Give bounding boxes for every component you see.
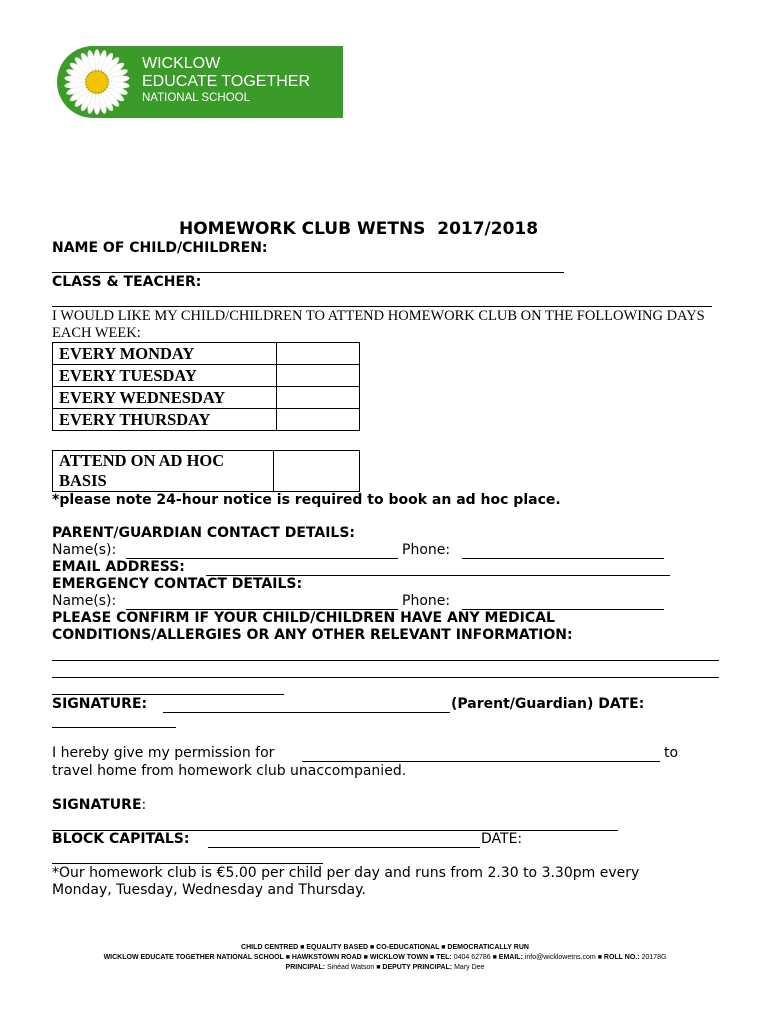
- class-teacher-label: CLASS & TEACHER:: [52, 274, 202, 290]
- medical-line-1: PLEASE CONFIRM IF YOUR CHILD/CHILDREN HAVE ANY MEDICAL: [52, 610, 555, 626]
- day-label: EVERY THURSDAY: [53, 409, 277, 431]
- day-label: EVERY TUESDAY: [53, 365, 277, 387]
- emergency-phone-label: Phone:: [402, 593, 451, 609]
- footer-email: info@wicklowetns.com: [524, 954, 596, 961]
- day-checkbox[interactable]: [277, 387, 360, 409]
- email-label: EMAIL ADDRESS:: [52, 559, 185, 575]
- day-row: [53, 409, 360, 431]
- parent-date-label: (Parent/Guardian) DATE:: [451, 696, 645, 712]
- signature2-label-wrap: [52, 797, 146, 813]
- phone-label: Phone:: [402, 542, 451, 558]
- permission-child-line[interactable]: [302, 761, 660, 762]
- day-row: [53, 387, 360, 409]
- footer-roll: 20178G: [641, 954, 667, 961]
- name-of-child-line[interactable]: [52, 272, 564, 273]
- medical-answer-line[interactable]: [52, 660, 719, 661]
- logo-line-3: NATIONAL SCHOOL: [142, 92, 250, 104]
- signature2-colon: :: [141, 797, 147, 813]
- day-row: [53, 365, 360, 387]
- phone-line[interactable]: [462, 558, 664, 559]
- footer-email-label: ■ EMAIL:: [492, 954, 523, 961]
- class-teacher-line[interactable]: [52, 306, 712, 307]
- school-logo: [57, 46, 343, 118]
- day-checkbox[interactable]: [277, 409, 360, 431]
- ad-hoc-label: ATTEND ON AD HOC BASIS: [53, 451, 274, 492]
- block-date-label: DATE:: [481, 831, 523, 847]
- footer-tel-label: TEL:: [436, 954, 452, 961]
- block-capitals-line[interactable]: [208, 847, 480, 848]
- emergency-names-label: Name(s):: [52, 593, 117, 609]
- footer-principal: Sinéad Watson: [327, 964, 375, 971]
- footer-address: [0, 954, 770, 961]
- logo-line-2: EDUCATE TOGETHER: [142, 73, 311, 90]
- block-capitals-label: BLOCK CAPITALS:: [52, 831, 190, 847]
- footer-principal-label: PRINCIPAL:: [285, 964, 326, 971]
- signature-label: SIGNATURE:: [52, 696, 148, 712]
- emergency-heading: EMERGENCY CONTACT DETAILS:: [52, 576, 303, 592]
- ad-hoc-checkbox[interactable]: [273, 451, 359, 492]
- day-label: EVERY MONDAY: [53, 343, 277, 365]
- intro-text: I WOULD LIKE MY CHILD/CHILDREN TO ATTEND HOMEWORK CLUB ON THE FOLLOWING DAYS EACH WEEK:: [52, 308, 705, 341]
- day-row: [53, 343, 360, 365]
- ad-hoc-table: [52, 450, 360, 492]
- logo-line-1: WICKLOW: [142, 55, 221, 72]
- block-date-line[interactable]: [52, 863, 323, 864]
- medical-answer-line[interactable]: [52, 694, 284, 695]
- cost-note-line-2: Monday, Tuesday, Wednesday and Thursday.: [52, 882, 366, 898]
- day-label: EVERY WEDNESDAY: [53, 387, 277, 409]
- permission-suffix: to: [664, 745, 679, 761]
- footer-deputy-label: ■ DEPUTY PRINCIPAL:: [376, 964, 453, 971]
- cost-note-line-1: *Our homework club is €5.00 per child per day and runs from 2.30 to 3.30pm every: [52, 865, 640, 881]
- day-checkbox[interactable]: [277, 343, 360, 365]
- contact-heading: PARENT/GUARDIAN CONTACT DETAILS:: [52, 525, 356, 541]
- medical-answer-line[interactable]: [52, 677, 719, 678]
- days-table: [52, 342, 360, 431]
- footer-principals: [0, 964, 770, 971]
- signature-line[interactable]: [163, 712, 450, 713]
- day-checkbox[interactable]: [277, 365, 360, 387]
- ad-hoc-note: *please note 24-hour notice is required to book an ad hoc place.: [52, 492, 561, 508]
- page-title: HOMEWORK CLUB WETNS 2017/2018: [179, 219, 539, 239]
- name-of-child-label: NAME OF CHILD/CHILDREN:: [52, 240, 268, 256]
- footer-roll-label: ■ ROLL NO.:: [597, 954, 640, 961]
- footer-school: WICKLOW EDUCATE TOGETHER NATIONAL SCHOOL ■ HAWKSTOWN ROAD ■ WICKLOW TOWN ■: [103, 954, 435, 961]
- names-label: Name(s):: [52, 542, 117, 558]
- medical-line-2: CONDITIONS/ALLERGIES OR ANY OTHER RELEVANT INFORMATION:: [52, 627, 573, 643]
- signature2-label: SIGNATURE: [52, 797, 142, 813]
- permission-line-2: travel home from homework club unaccompanied.: [52, 763, 407, 779]
- date-line[interactable]: [52, 727, 176, 728]
- footer-tel: 0404 62786: [453, 954, 491, 961]
- footer-deputy: Mary Dee: [454, 964, 485, 971]
- daisy-icon: [61, 48, 133, 116]
- permission-prefix: I hereby give my permission for: [52, 745, 275, 761]
- footer-values: CHILD CENTRED ■ EQUALITY BASED ■ CO-EDUCATIONAL ■ DEMOCRATICALLY RUN: [241, 944, 529, 951]
